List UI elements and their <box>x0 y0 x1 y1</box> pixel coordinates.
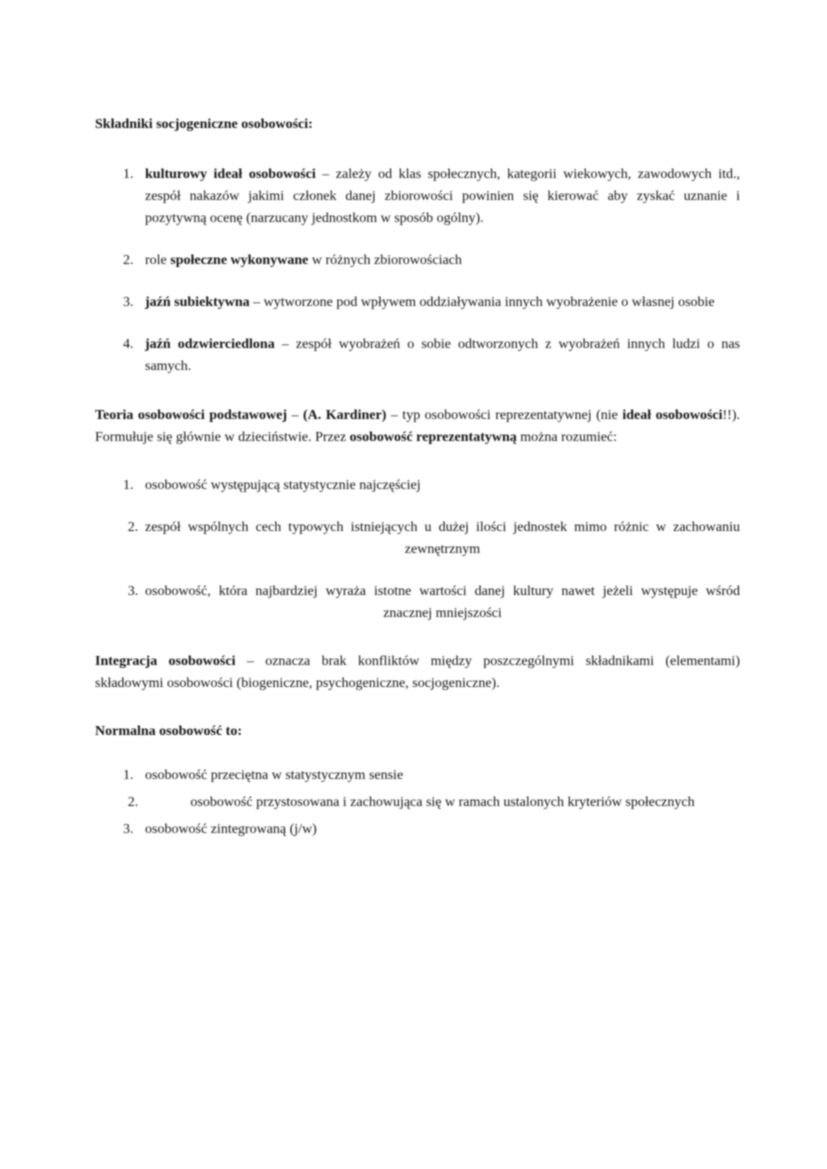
bold-term: społeczne wykonywane <box>170 253 309 268</box>
list-item <box>95 819 740 841</box>
list-item-text-pre: role <box>145 253 171 268</box>
document-content <box>95 0 740 841</box>
list-item <box>95 765 740 787</box>
list-item-number: 3. <box>127 584 139 599</box>
bold-term: kulturowy ideał osobowości <box>145 167 316 182</box>
list-item-text: osobowość przeciętna w statystycznym sensie <box>145 768 404 783</box>
bold-term: Teoria osobowości podstawowej <box>95 408 287 423</box>
paragraph-integracja <box>95 651 740 695</box>
list-item-text: – zespół wyobrażeń o sobie odtworzonych z wyobrażeń innych ludzi o nas samych. <box>145 337 740 374</box>
list-item <box>95 250 740 272</box>
list-item <box>95 517 740 561</box>
paragraph-teoria <box>95 405 740 449</box>
list-item-text: – wytworzone pod wpływem oddziaływania innych wyobrażenie o własnej osobie <box>249 295 715 310</box>
list-item-text: w różnych zbiorowościach <box>308 253 462 268</box>
ordered-list-normalna <box>95 765 740 841</box>
section-heading-skladniki: Składniki socjogeniczne osobowości: <box>95 117 313 132</box>
list-item-text: osobowość występującą statystycznie najczęściej <box>145 478 421 493</box>
list-item-number: 1. <box>123 478 134 493</box>
list-item <box>95 581 740 625</box>
list-item-text: osobowość, która najbardziej wyraża istotne wartości danej kultury nawet jeżeli występuje wśród znacznej mniejszości <box>145 584 740 621</box>
bold-term: ideał osobowości <box>622 408 723 423</box>
list-item-number: 4. <box>123 337 134 352</box>
list-item-text: zespół wspólnych cech typowych istniejących u dużej ilości jednostek mimo różnic w zachowaniu zewnętrznym <box>145 520 740 557</box>
paragraph-text: – <box>287 408 303 423</box>
list-item <box>95 334 740 378</box>
bold-term: jaźń odzwierciedlona <box>145 337 275 352</box>
paragraph-text: – oznacza brak konfliktów między poszczególnymi składnikami (elementami) składowymi osobowości (biogeniczne, psychogeniczne, socjogeniczne). <box>95 654 740 691</box>
list-item-number: 2. <box>123 253 134 268</box>
paragraph-text: można rozumieć: <box>516 430 618 445</box>
list-item-text: osobowość zintegrowaną (j/w) <box>145 822 317 837</box>
list-item-number: 2. <box>127 520 139 535</box>
list-item <box>95 475 740 497</box>
list-item-number: 3. <box>123 822 134 837</box>
bold-term: Integracja osobowości <box>95 654 236 669</box>
list-item <box>95 164 740 230</box>
ordered-list-skladniki <box>95 164 740 378</box>
section-heading-normalna: Normalna osobowość to: <box>95 724 242 739</box>
bold-term: (A. Kardiner) <box>302 408 387 423</box>
list-item-number: 1. <box>123 167 134 182</box>
paragraph-text: !!). Formułuje się głównie w dzieciństwie. Przez <box>95 408 741 445</box>
bold-term: jaźń subiektywna <box>145 295 250 310</box>
list-item-text: osobowość przystosowana i zachowująca się w ramach ustalonych kryteriów społecznych <box>190 795 695 810</box>
list-item-number: 3. <box>123 295 134 310</box>
bold-term: osobowość reprezentatywną <box>349 430 517 445</box>
list-item <box>95 292 740 314</box>
ordered-list-reprezentatywna <box>95 475 740 625</box>
list-item <box>95 792 740 814</box>
list-item-number: 2. <box>127 795 139 810</box>
list-item-text: – zależy od klas społecznych, kategorii wiekowych, zawodowych itd., zespół nakazów jakimi członek danej zbiorowości powinien się kierować aby zyskać uznanie i pozytywną ocenę (narzucany jednostkom w sposób ogólny). <box>145 167 740 226</box>
paragraph-text: – typ osobowości reprezentatywnej (nie <box>386 408 623 423</box>
list-item-number: 1. <box>123 768 134 783</box>
